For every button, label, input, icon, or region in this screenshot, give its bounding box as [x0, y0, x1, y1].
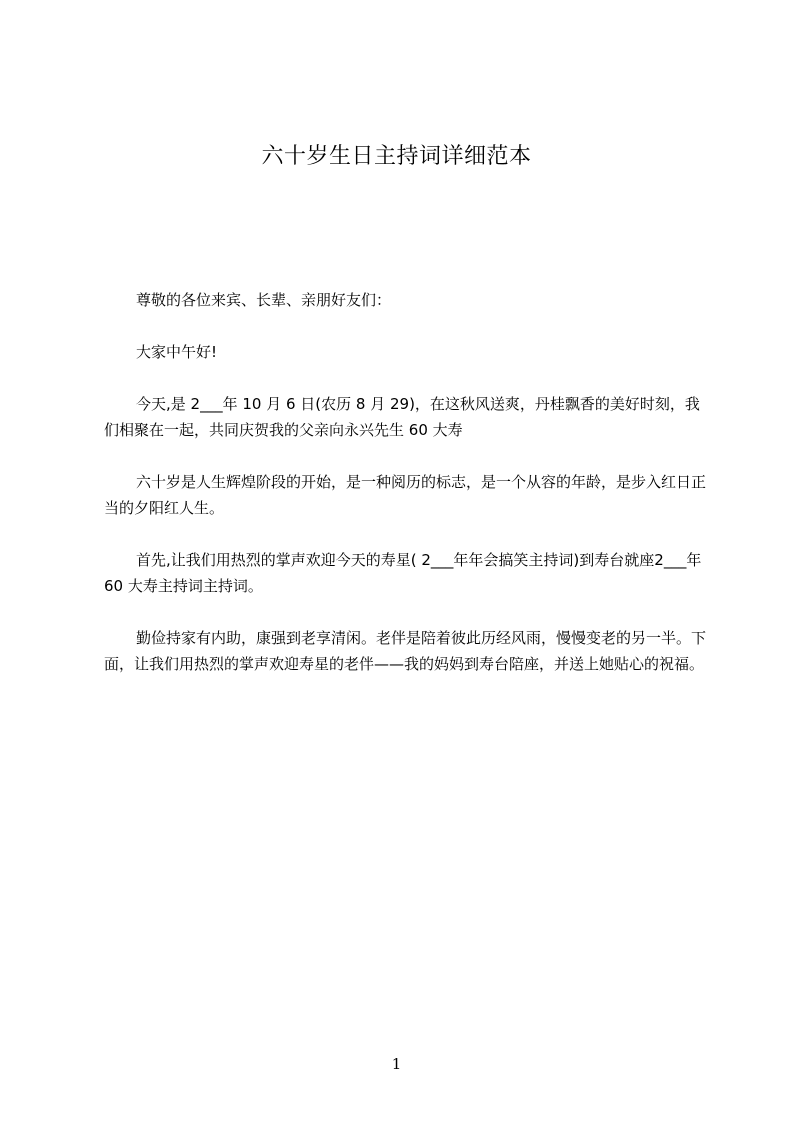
- document-body: [104, 287, 708, 703]
- paragraph-date: 今天,是 2___年 10 月 6 日(农历 8 月 29)，在这秋风送爽，丹桂飘香的美好时刻，我们相聚在一起，共同庆贺我的父亲向永兴先生 60 大寿: [104, 395, 700, 439]
- document-title: 六十岁生日主持词详细范本: [261, 144, 532, 169]
- paragraph-greeting: 尊敬的各位来宾、长辈、亲朋好友们：: [136, 291, 392, 309]
- paragraph-welcome-star: 首先,让我们用热烈的掌声欢迎今天的寿星( 2___年年会搞笑主持词)到寿台就座2___年 60 大寿主持词主持词。: [104, 551, 702, 595]
- paragraph-good-noon: 大家中午好!: [136, 343, 218, 361]
- paragraph-welcome-spouse: 勤俭持家有内助，康强到老享清闲。老伴是陪着彼此历经风雨，慢慢变老的另一半。下面，让我们用热烈的掌声欢迎寿星的老伴——我的妈妈到寿台陪座，并送上她贴心的祝福。: [104, 629, 707, 673]
- page-number: 1: [391, 1055, 402, 1073]
- paragraph-sixty-years: 六十岁是人生辉煌阶段的开始，是一种阅历的标志，是一个从容的年龄，是步入红日正当的夕阳红人生。: [104, 473, 707, 517]
